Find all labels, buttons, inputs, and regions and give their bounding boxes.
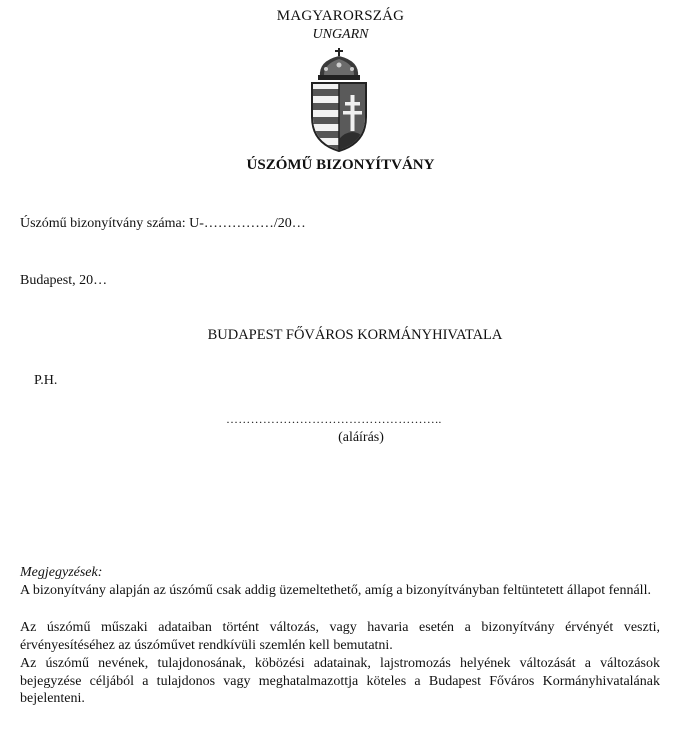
stamp-placeholder: P.H. xyxy=(34,373,58,388)
signature-label: (aláírás) xyxy=(338,430,384,445)
place-date-line: Budapest, 20… xyxy=(20,273,108,288)
notes-heading: Megjegyzések: xyxy=(20,565,103,580)
certificate-number-line: Úszómű bizonyítvány száma: U-……………/20… xyxy=(20,216,306,231)
document-title: ÚSZÓMŰ BIZONYÍTVÁNY xyxy=(246,157,435,173)
note-item: A bizonyítvány alapján az úszómű csak addig üzemeltethető, amíg a bizonyítványban feltüntetett állapot fennáll. xyxy=(20,583,651,598)
signature-line: …………………………………………….. xyxy=(226,412,442,426)
country-name: MAGYARORSZÁG xyxy=(276,8,405,24)
country-name-german: UNGARN xyxy=(312,27,369,42)
note-item: Az úszómű műszaki adataiban történt változás, vagy havaria esetén a bizonyítvány érvényét veszti, érvényesítéséhez az úszóművet rendkívüli szemlén kell bemutatni. xyxy=(20,620,660,653)
note-item: Az úszómű nevének, tulajdonosának, köbözési adatainak, lajstromozás helyének változását a változások bejegyzése céljából a tulajdonos vagy meghatalmazottja köteles a Budapest Főváros Kormányhivatalának bejelenteni. xyxy=(20,656,660,706)
coat-of-arms-emblem xyxy=(306,47,372,153)
issuing-authority: BUDAPEST FŐVÁROS KORMÁNYHIVATALA xyxy=(207,327,503,343)
